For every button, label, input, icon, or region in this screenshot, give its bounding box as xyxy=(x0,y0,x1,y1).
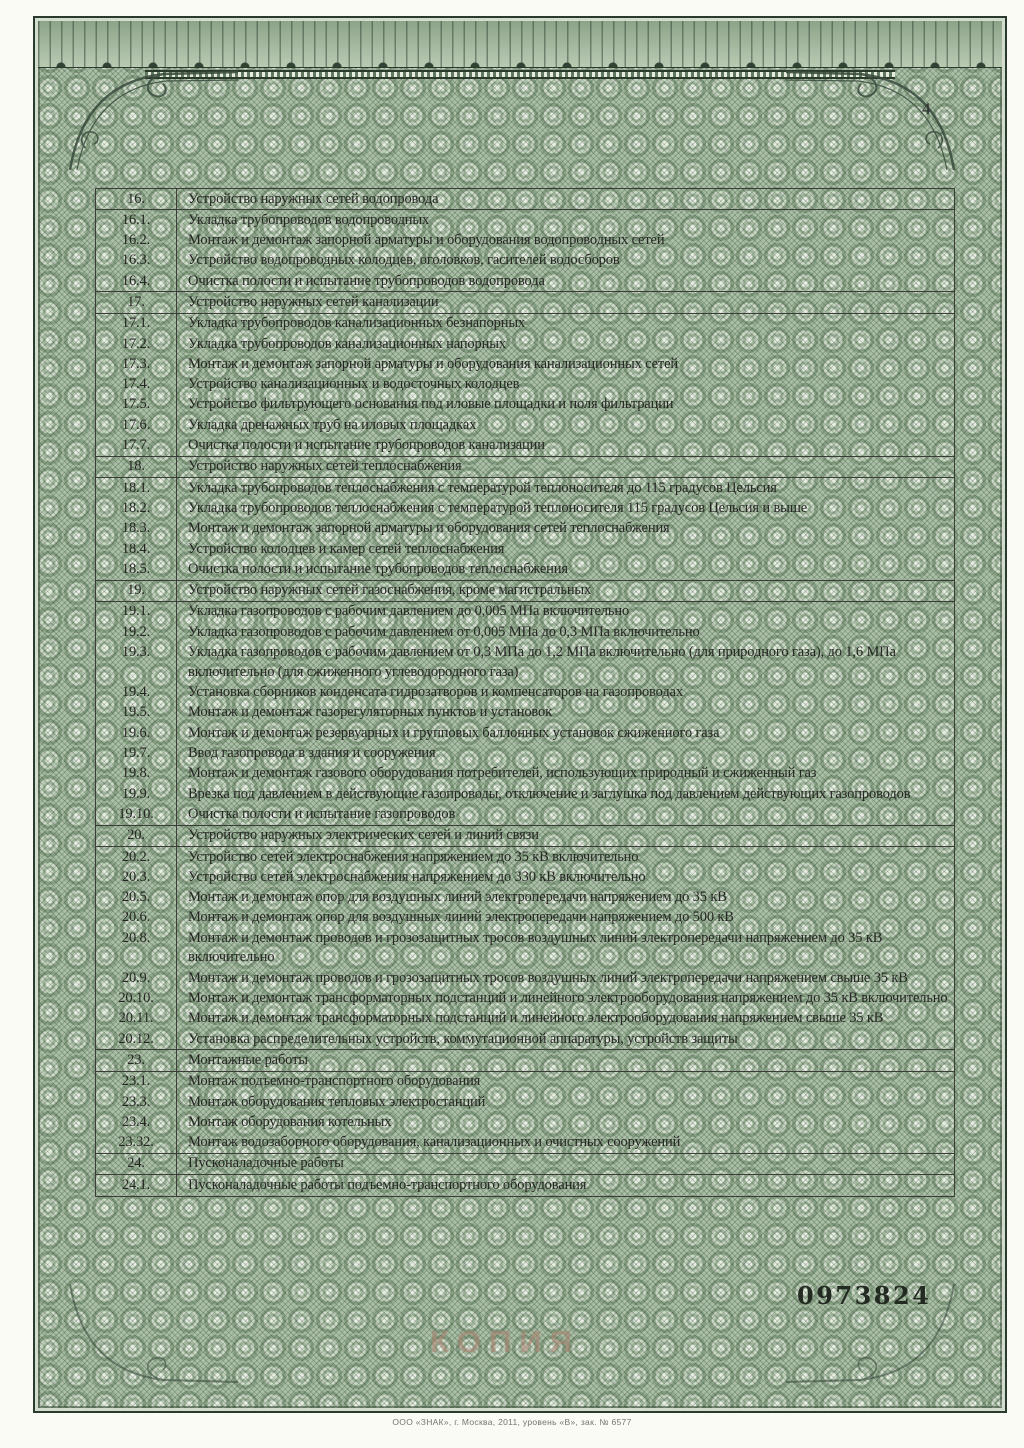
table-item-row xyxy=(96,1112,954,1132)
item-number: 17.5. xyxy=(96,395,177,415)
table-item-row xyxy=(96,1072,954,1092)
table-item-row xyxy=(96,498,954,518)
item-number: 16.3. xyxy=(96,251,177,271)
item-number: 18.2. xyxy=(96,498,177,518)
table-item-row xyxy=(96,622,954,642)
item-text: Монтаж и демонтаж опор для воздушных линий электропередачи напряжением до 500 кВ xyxy=(188,909,734,926)
table-item-row xyxy=(96,847,954,867)
table-item-row xyxy=(96,1133,954,1153)
section-title: Устройство наружных сетей теплоснабжения xyxy=(188,458,462,475)
item-text: Установка распределительных устройств, коммутационной аппаратуры, устройств защиты xyxy=(188,1030,738,1047)
section-number: 16. xyxy=(96,189,177,209)
item-number: 19.8. xyxy=(96,764,177,784)
corner-flourish-tr-icon xyxy=(778,62,958,174)
item-number: 20.10. xyxy=(96,989,177,1009)
table-item-row xyxy=(96,744,954,764)
item-text: Монтаж и демонтаж резервуарных и групповых баллонных установок сжиженного газа xyxy=(188,724,720,741)
item-text: Монтаж и демонтаж трансформаторных подстанций и линейного электрооборудования напряжением свыше 35 кВ xyxy=(188,1010,884,1027)
table-item-row xyxy=(96,1029,954,1049)
table-item-row xyxy=(96,251,954,271)
item-text: Укладка трубопроводов канализационных напорных xyxy=(188,335,506,352)
item-text: Пусконаладочные работы подъемно-транспортного оборудования xyxy=(188,1176,587,1193)
item-number: 17.2. xyxy=(96,334,177,354)
item-number: 19.2. xyxy=(96,622,177,642)
table-item-row xyxy=(96,784,954,804)
item-number: 20.5. xyxy=(96,888,177,908)
section-title: Пусконаладочные работы xyxy=(188,1155,344,1172)
item-number: 18.5. xyxy=(96,559,177,579)
table-item-row xyxy=(96,643,954,683)
item-text: Очистка полости и испытание трубопроводов водопровода xyxy=(188,272,545,289)
section-number: 19. xyxy=(96,581,177,601)
item-text: Укладка трубопроводов водопроводных xyxy=(188,211,430,228)
item-text: Устройство водопроводных колодцев, оголовков, гасителей водосборов xyxy=(188,252,620,269)
item-number: 16.2. xyxy=(96,231,177,251)
table-section-row xyxy=(96,456,954,478)
item-number: 19.1. xyxy=(96,602,177,622)
item-text: Монтаж и демонтаж проводов и грозозащитных тросов воздушных линий электропередачи напряжением до 35 кВ включительно xyxy=(188,929,883,966)
table-item-row xyxy=(96,436,954,456)
section-number: 17. xyxy=(96,292,177,312)
table-item-row xyxy=(96,415,954,435)
item-number: 19.9. xyxy=(96,784,177,804)
table-item-row xyxy=(96,334,954,354)
item-number: 17.1. xyxy=(96,314,177,334)
item-text: Монтаж и демонтаж опор для воздушных линий электропередачи напряжением до 35 кВ xyxy=(188,889,727,906)
section-title: Монтажные работы xyxy=(188,1051,308,1068)
table-item-row xyxy=(96,683,954,703)
item-number: 19.6. xyxy=(96,723,177,743)
item-text: Укладка трубопроводов теплоснабжения с температурой теплоносителя до 115 градусов Цельсия xyxy=(188,479,777,496)
item-number: 23.1. xyxy=(96,1072,177,1092)
item-text: Очистка полости и испытание трубопроводов канализации xyxy=(188,437,545,454)
section-title: Устройство наружных сетей канализации xyxy=(188,293,439,310)
item-text: Укладка дренажных труб на иловых площадках xyxy=(188,416,477,433)
item-text: Монтаж и демонтаж запорной арматуры и оборудования канализационных сетей xyxy=(188,355,678,372)
section-number: 20. xyxy=(96,826,177,846)
item-text: Очистка полости и испытание газопроводов xyxy=(188,805,456,822)
page-number: 4 xyxy=(922,99,931,118)
corner-flourish-bl-icon xyxy=(66,1280,246,1392)
item-text: Монтаж и демонтаж запорной арматуры и оборудования сетей теплоснабжения xyxy=(188,520,670,537)
item-text: Монтаж подъемно-транспортного оборудования xyxy=(188,1073,481,1090)
item-number: 24.1. xyxy=(96,1175,177,1195)
item-text: Монтаж и демонтаж газового оборудования потребителей, использующих природный и сжиженный газ xyxy=(188,765,817,782)
item-text: Устройство колодцев и камер сетей теплоснабжения xyxy=(188,540,505,557)
table-item-row xyxy=(96,703,954,723)
item-text: Монтаж и демонтаж газорегуляторных пунктов и установок xyxy=(188,704,553,721)
table-item-row xyxy=(96,519,954,539)
section-title: Устройство наружных сетей водопровода xyxy=(188,190,439,207)
table-item-row xyxy=(96,867,954,887)
item-number: 17.4. xyxy=(96,375,177,395)
section-title: Устройство наружных сетей газоснабжения, кроме магистральных xyxy=(188,582,592,599)
item-number: 23.4. xyxy=(96,1112,177,1132)
item-number: 17.3. xyxy=(96,354,177,374)
item-text: Устройство канализационных и водосточных колодцев xyxy=(188,376,520,393)
item-text: Монтаж и демонтаж проводов и грозозащитных тросов воздушных линий электропередачи напряжением свыше 35 кВ xyxy=(188,969,908,986)
item-number: 20.12. xyxy=(96,1029,177,1049)
item-number: 18.3. xyxy=(96,519,177,539)
table-section-row xyxy=(96,1049,954,1071)
item-number: 16.4. xyxy=(96,271,177,291)
section-number: 18. xyxy=(96,457,177,477)
table-item-row xyxy=(96,928,954,968)
item-number: 19.4. xyxy=(96,683,177,703)
item-number: 18.4. xyxy=(96,539,177,559)
section-number: 24. xyxy=(96,1154,177,1174)
table-item-row xyxy=(96,559,954,579)
works-table xyxy=(95,188,955,1197)
table-item-row xyxy=(96,723,954,743)
item-number: 18.1. xyxy=(96,478,177,498)
table-item-row xyxy=(96,764,954,784)
item-text: Укладка трубопроводов канализационных безнапорных xyxy=(188,315,526,332)
item-text: Укладка газопроводов с рабочим давлением до 0,005 МПа включительно xyxy=(188,603,630,620)
table-item-row xyxy=(96,539,954,559)
table-item-row xyxy=(96,989,954,1009)
table-item-row xyxy=(96,804,954,824)
item-number: 23.3. xyxy=(96,1092,177,1112)
item-number: 20.3. xyxy=(96,867,177,887)
item-text: Укладка газопроводов с рабочим давлением от 0,3 МПа до 1,2 МПа включительно (для природного газа), до 1,6 МПа включительно (для сжиженного углеводородного газа) xyxy=(188,644,896,680)
table-item-row xyxy=(96,908,954,928)
item-text: Очистка полости и испытание трубопроводов теплоснабжения xyxy=(188,560,568,577)
copy-watermark: КОПИЯ xyxy=(430,1324,580,1359)
table-item-row xyxy=(96,231,954,251)
item-number: 19.10. xyxy=(96,804,177,824)
item-number: 17.7. xyxy=(96,436,177,456)
item-number: 20.8. xyxy=(96,928,177,968)
item-text: Устройство сетей электроснабжения напряжением до 330 кВ включительно xyxy=(188,868,646,885)
item-number: 19.5. xyxy=(96,703,177,723)
item-number: 17.6. xyxy=(96,415,177,435)
item-number: 19.7. xyxy=(96,744,177,764)
item-text: Установка сборников конденсата гидрозатворов и компенсаторов на газопроводах xyxy=(188,684,683,701)
section-number: 23. xyxy=(96,1050,177,1070)
printer-imprint: ООО «ЗНАК», г. Москва, 2011, уровень «В», зак. № 6577 xyxy=(392,1417,632,1427)
item-number: 16.1. xyxy=(96,210,177,230)
item-number: 20.11. xyxy=(96,1009,177,1029)
table-item-row xyxy=(96,478,954,498)
item-text: Укладка трубопроводов теплоснабжения с температурой теплоносителя 115 градусов Цельсия и выше xyxy=(188,499,808,516)
top-ornament-band xyxy=(38,21,1002,68)
item-text: Монтаж оборудования котельных xyxy=(188,1113,392,1130)
item-text: Монтаж водозаборного оборудования, канализационных и очистных сооружений xyxy=(188,1134,681,1151)
table-item-row xyxy=(96,395,954,415)
table-section-row xyxy=(96,1153,954,1175)
table-item-row xyxy=(96,314,954,334)
item-text: Монтаж оборудования тепловых электростанций xyxy=(188,1093,486,1110)
item-number: 23.32. xyxy=(96,1133,177,1153)
table-item-row xyxy=(96,888,954,908)
table-item-row xyxy=(96,375,954,395)
table-item-row xyxy=(96,1092,954,1112)
item-text: Устройство сетей электроснабжения напряжением до 35 кВ включительно xyxy=(188,848,639,865)
table-section-row xyxy=(96,189,954,210)
item-number: 20.6. xyxy=(96,908,177,928)
table-section-row xyxy=(96,291,954,313)
item-text: Укладка газопроводов с рабочим давлением от 0,005 МПа до 0,3 МПа включительно xyxy=(188,623,700,640)
table-item-row xyxy=(96,1175,954,1195)
item-number: 20.9. xyxy=(96,968,177,988)
table-section-row xyxy=(96,580,954,602)
item-number: 19.3. xyxy=(96,643,177,683)
corner-flourish-tl-icon xyxy=(66,62,246,174)
table-section-row xyxy=(96,825,954,847)
table-item-row xyxy=(96,968,954,988)
item-text: Ввод газопровода в здания и сооружения xyxy=(188,745,436,762)
serial-number: 0973824 xyxy=(797,1281,932,1310)
item-text: Монтаж и демонтаж запорной арматуры и оборудования водопроводных сетей xyxy=(188,232,665,249)
item-text: Монтаж и демонтаж трансформаторных подстанций и линейного электрооборудования напряжением до 35 кВ включительно xyxy=(188,990,948,1007)
item-text: Устройство фильтрующего основания под иловые площадки и поля фильтрации xyxy=(188,396,674,413)
table-item-row xyxy=(96,271,954,291)
table-item-row xyxy=(96,1009,954,1029)
item-text: Врезка под давлением в действующие газопроводы, отключение и заглушка под давлением действующих газопроводов xyxy=(188,785,911,802)
table-item-row xyxy=(96,602,954,622)
table-item-row xyxy=(96,210,954,230)
section-title: Устройство наружных электрических сетей и линий связи xyxy=(188,827,539,844)
table-item-row xyxy=(96,354,954,374)
item-number: 20.2. xyxy=(96,847,177,867)
